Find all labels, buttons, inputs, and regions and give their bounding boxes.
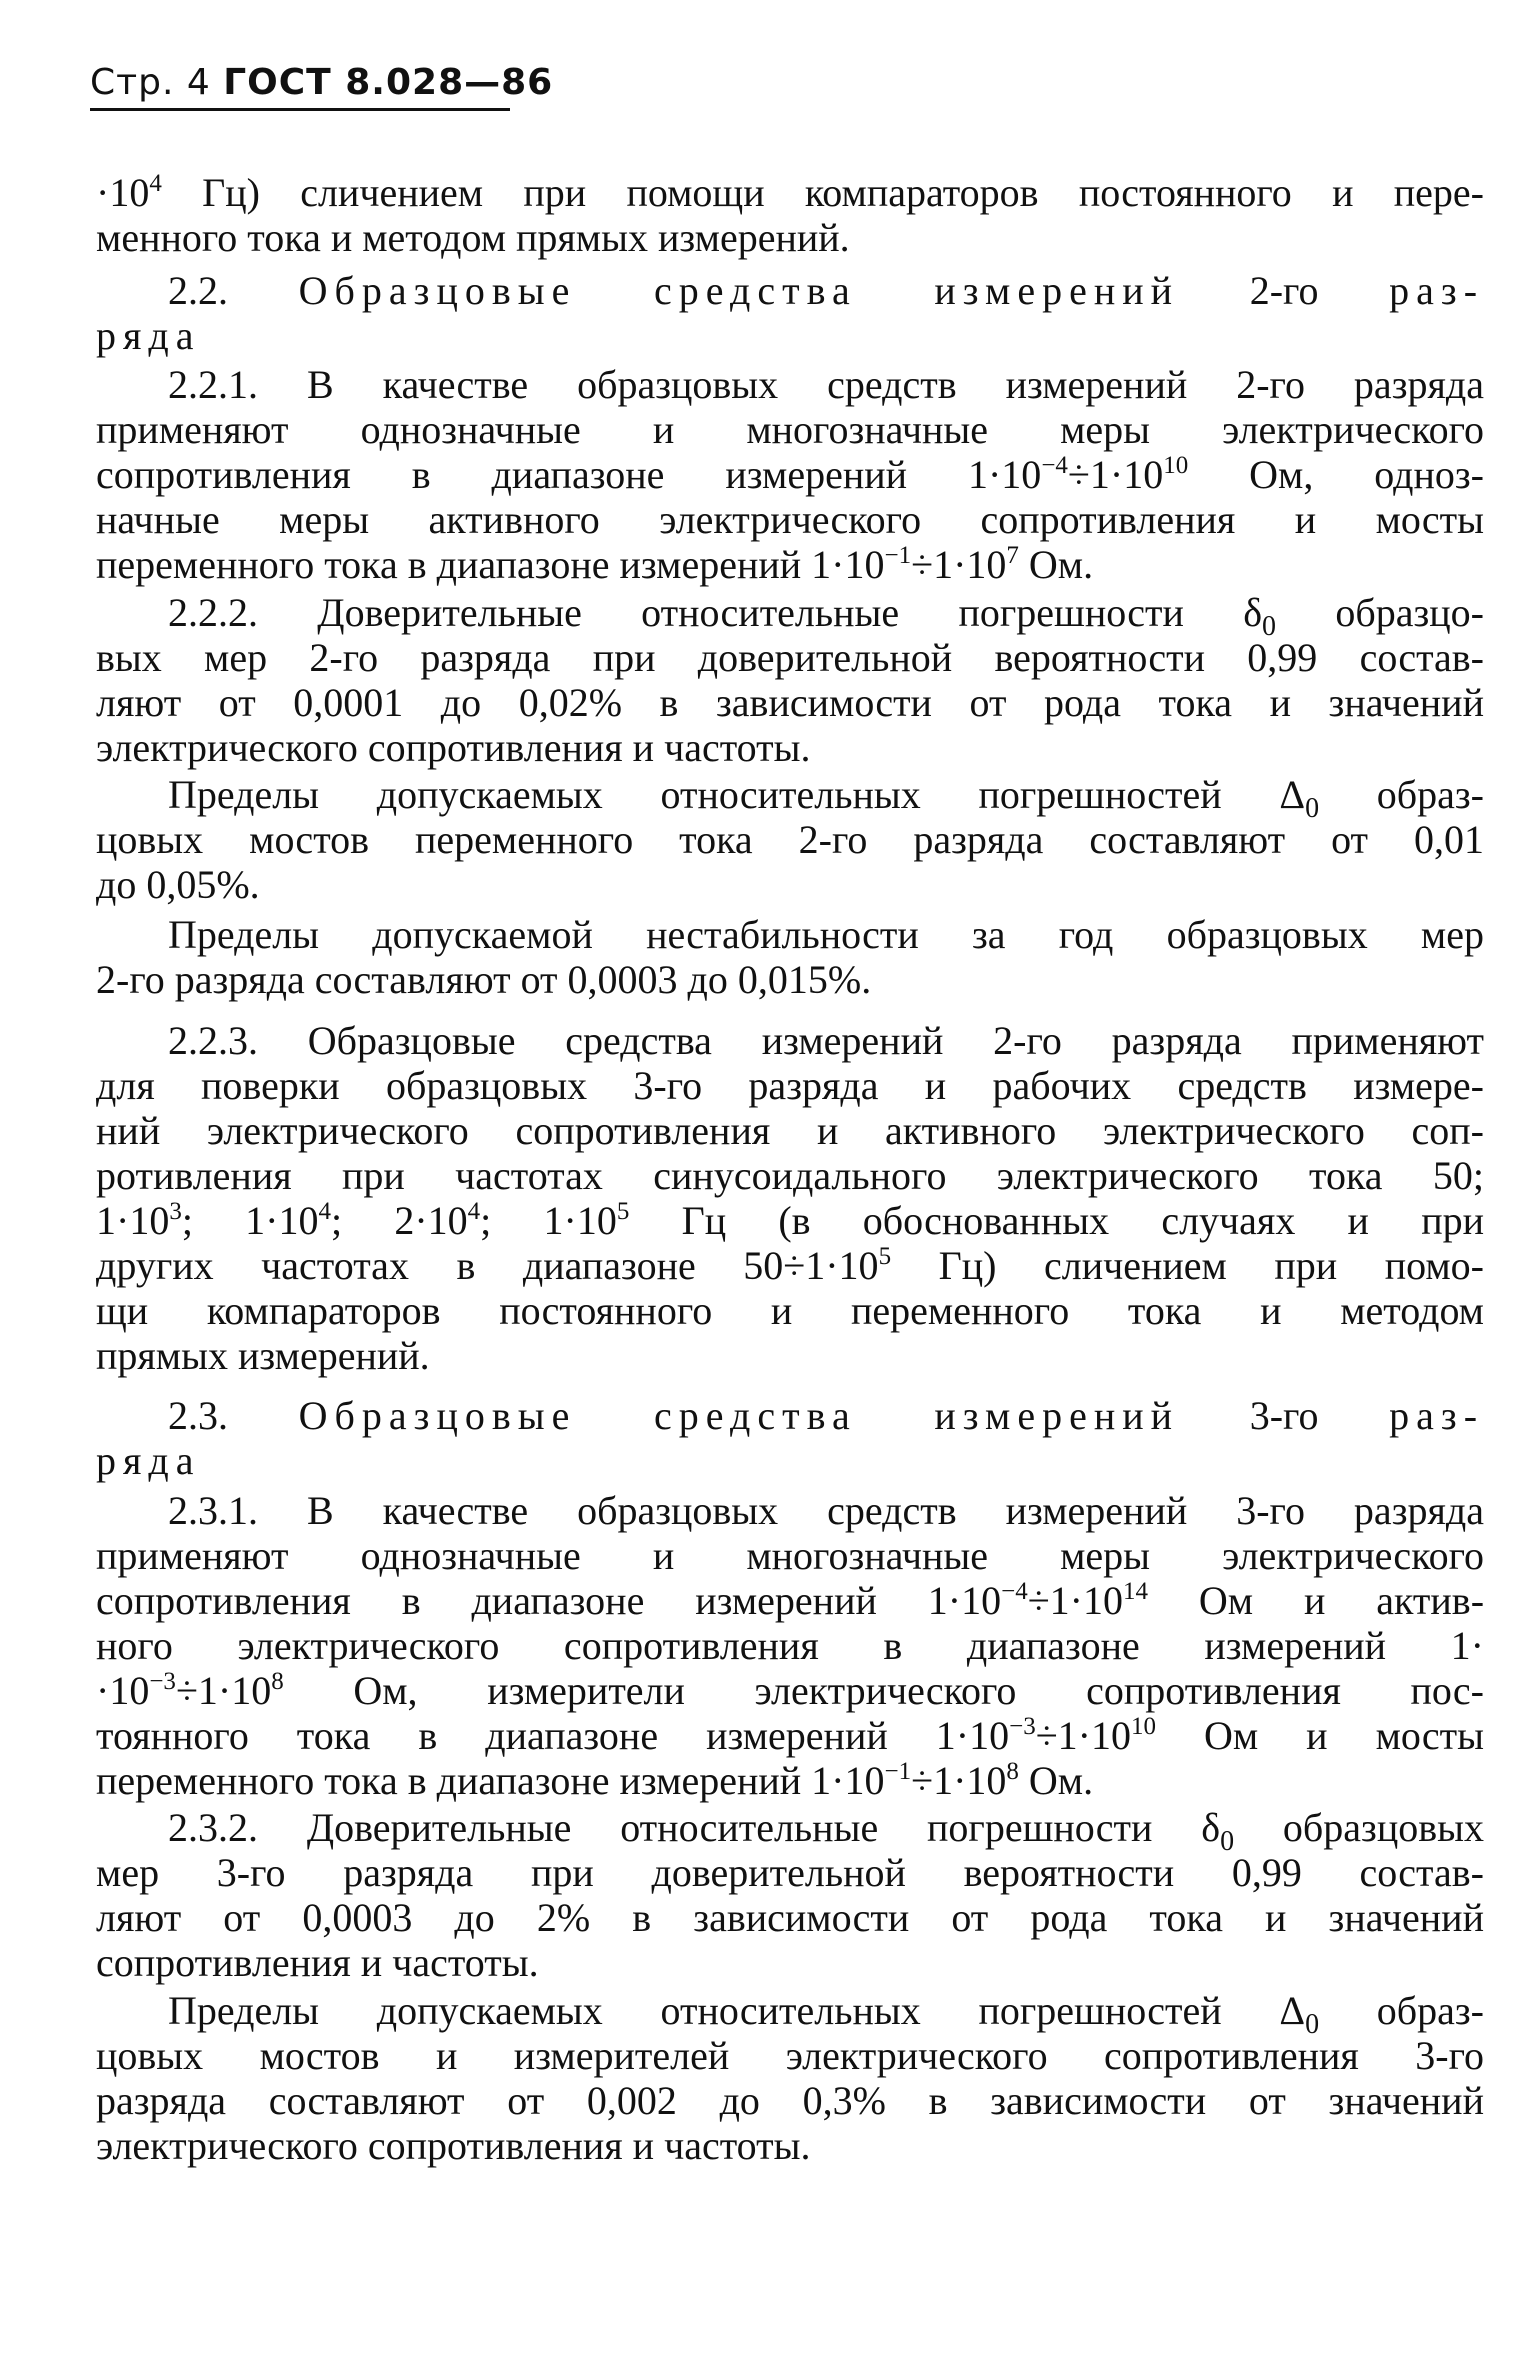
continuation xyxy=(96,170,1484,260)
text-line: 2.2.3. Образцовые средства измерений 2-го разряда применяют xyxy=(168,1018,1484,1063)
text-line: 2.2.1. В качестве образцовых средств измерений 2-го разряда xyxy=(168,362,1484,407)
text-line: менного тока и методом прямых измерений. xyxy=(96,215,850,260)
page-header xyxy=(90,62,553,103)
text-line: ряда xyxy=(96,1438,201,1483)
text-line: 2-го разряда составляют от 0,0003 до 0,015%. xyxy=(96,957,872,1002)
text-line: 2.2. Образцовые средства измерений 2-го раз- xyxy=(168,268,1485,313)
para-2-2-1 xyxy=(96,362,1484,587)
para-2-2-2 xyxy=(96,590,1484,770)
text-line: 2.3.2. Доверительные относительные погрешности $\delta_0$ образцовых xyxy=(168,1805,1484,1857)
para-limits-bridges xyxy=(96,772,1484,907)
text-line: для поверки образцовых 3-го разряда и рабочих средств измере- xyxy=(96,1063,1484,1108)
text-line: цовых мостов и измерителей электрического сопротивления 3-го xyxy=(96,2033,1484,2078)
standard-designation: ГОСТ 8.028—86 xyxy=(223,62,554,103)
text-line: $\cdot 10^4$ Гц) сличением при помощи компараторов постоянного и пере- xyxy=(96,170,1484,215)
text-line: электрического сопротивления и частоты. xyxy=(96,2123,811,2168)
text-line: мер 3-го разряда при доверительной вероятности 0,99 состав- xyxy=(96,1850,1484,1895)
text-line: $1\cdot 10^3$; $1\cdot 10^4$; $2\cdot 10^4$; $1\cdot 10^5$ Гц (в обоснованных случаях и при xyxy=(96,1198,1484,1243)
para-2-2-3 xyxy=(96,1018,1484,1378)
text-line: ний электрического сопротивления и активного электрического соп- xyxy=(96,1108,1484,1153)
text-line: электрического сопротивления и частоты. xyxy=(96,725,811,770)
text-line: 2.3.1. В качестве образцовых средств измерений 3-го разряда xyxy=(168,1488,1484,1533)
text-line: разряда составляют от 0,002 до 0,3% в зависимости от значений xyxy=(96,2078,1484,2123)
text-line: ного электрического сопротивления в диапазоне измерений 1· xyxy=(96,1623,1484,1668)
text-line: других частотах в диапазоне $50\div 1\cdot 10^5$ Гц) сличением при помо- xyxy=(96,1243,1484,1288)
text-line: переменного тока в диапазоне измерений $1\cdot 10^{-1}\div 1\cdot 10^7$ Ом. xyxy=(96,542,1094,587)
text-line: $\cdot 10^{-3}\div 1\cdot 10^8$ Ом, измерители электрического сопротивления пос- xyxy=(96,1668,1484,1713)
text-line: Пределы допускаемой нестабильности за год образцовых мер xyxy=(168,912,1484,957)
para-2-3-2 xyxy=(96,1805,1484,1985)
para-limits-3 xyxy=(96,1988,1484,2168)
text-line: 2.2.2. Доверительные относительные погрешности $\delta_0$ образцо- xyxy=(168,590,1484,642)
text-line: цовых мостов переменного тока 2-го разряда составляют от 0,01 xyxy=(96,817,1484,862)
page-number: Стр. 4 xyxy=(90,62,211,103)
text-line: ляют от 0,0001 до 0,02% в зависимости от рода тока и значений xyxy=(96,680,1484,725)
text-line: прямых измерений. xyxy=(96,1333,430,1378)
text-line: начные меры активного электрического сопротивления и мосты xyxy=(96,497,1484,542)
heading-2-3 xyxy=(96,1393,1484,1483)
text-line: применяют однозначные и многозначные меры электрического xyxy=(96,1533,1484,1578)
text-line: щи компараторов постоянного и переменного тока и методом xyxy=(96,1288,1484,1333)
text-line: сопротивления в диапазоне измерений $1\cdot 10^{-4}\div 1\cdot 10^{10}$ Ом, одноз- xyxy=(96,452,1484,497)
header-rule xyxy=(90,108,510,111)
text-line: 2.3. Образцовые средства измерений 3-го раз- xyxy=(168,1393,1485,1438)
para-2-3-1 xyxy=(96,1488,1484,1803)
text-line: переменного тока в диапазоне измерений $1\cdot 10^{-1}\div 1\cdot 10^8$ Ом. xyxy=(96,1758,1094,1803)
text-line: до 0,05%. xyxy=(96,862,260,907)
text-line: применяют однозначные и многозначные меры электрического xyxy=(96,407,1484,452)
text-line: вых мер 2-го разряда при доверительной вероятности 0,99 состав- xyxy=(96,635,1484,680)
text-line: ротивления при частотах синусоидального электрического тока 50; xyxy=(96,1153,1484,1198)
text-line: сопротивления и частоты. xyxy=(96,1940,539,1985)
text-line: Пределы допускаемых относительных погрешностей $\Delta_0$ образ- xyxy=(168,772,1484,824)
para-instability xyxy=(96,912,1484,1002)
text-line: тоянного тока в диапазоне измерений $1\cdot 10^{-3}\div 1\cdot 10^{10}$ Ом и мосты xyxy=(96,1713,1484,1758)
text-line: Пределы допускаемых относительных погрешностей $\Delta_0$ образ- xyxy=(168,1988,1484,2040)
text-line: ряда xyxy=(96,313,201,358)
text-line: ляют от 0,0003 до 2% в зависимости от рода тока и значений xyxy=(96,1895,1484,1940)
text-line: сопротивления в диапазоне измерений $1\cdot 10^{-4}\div 1\cdot 10^{14}$ Ом и актив- xyxy=(96,1578,1485,1623)
heading-2-2 xyxy=(96,268,1484,358)
